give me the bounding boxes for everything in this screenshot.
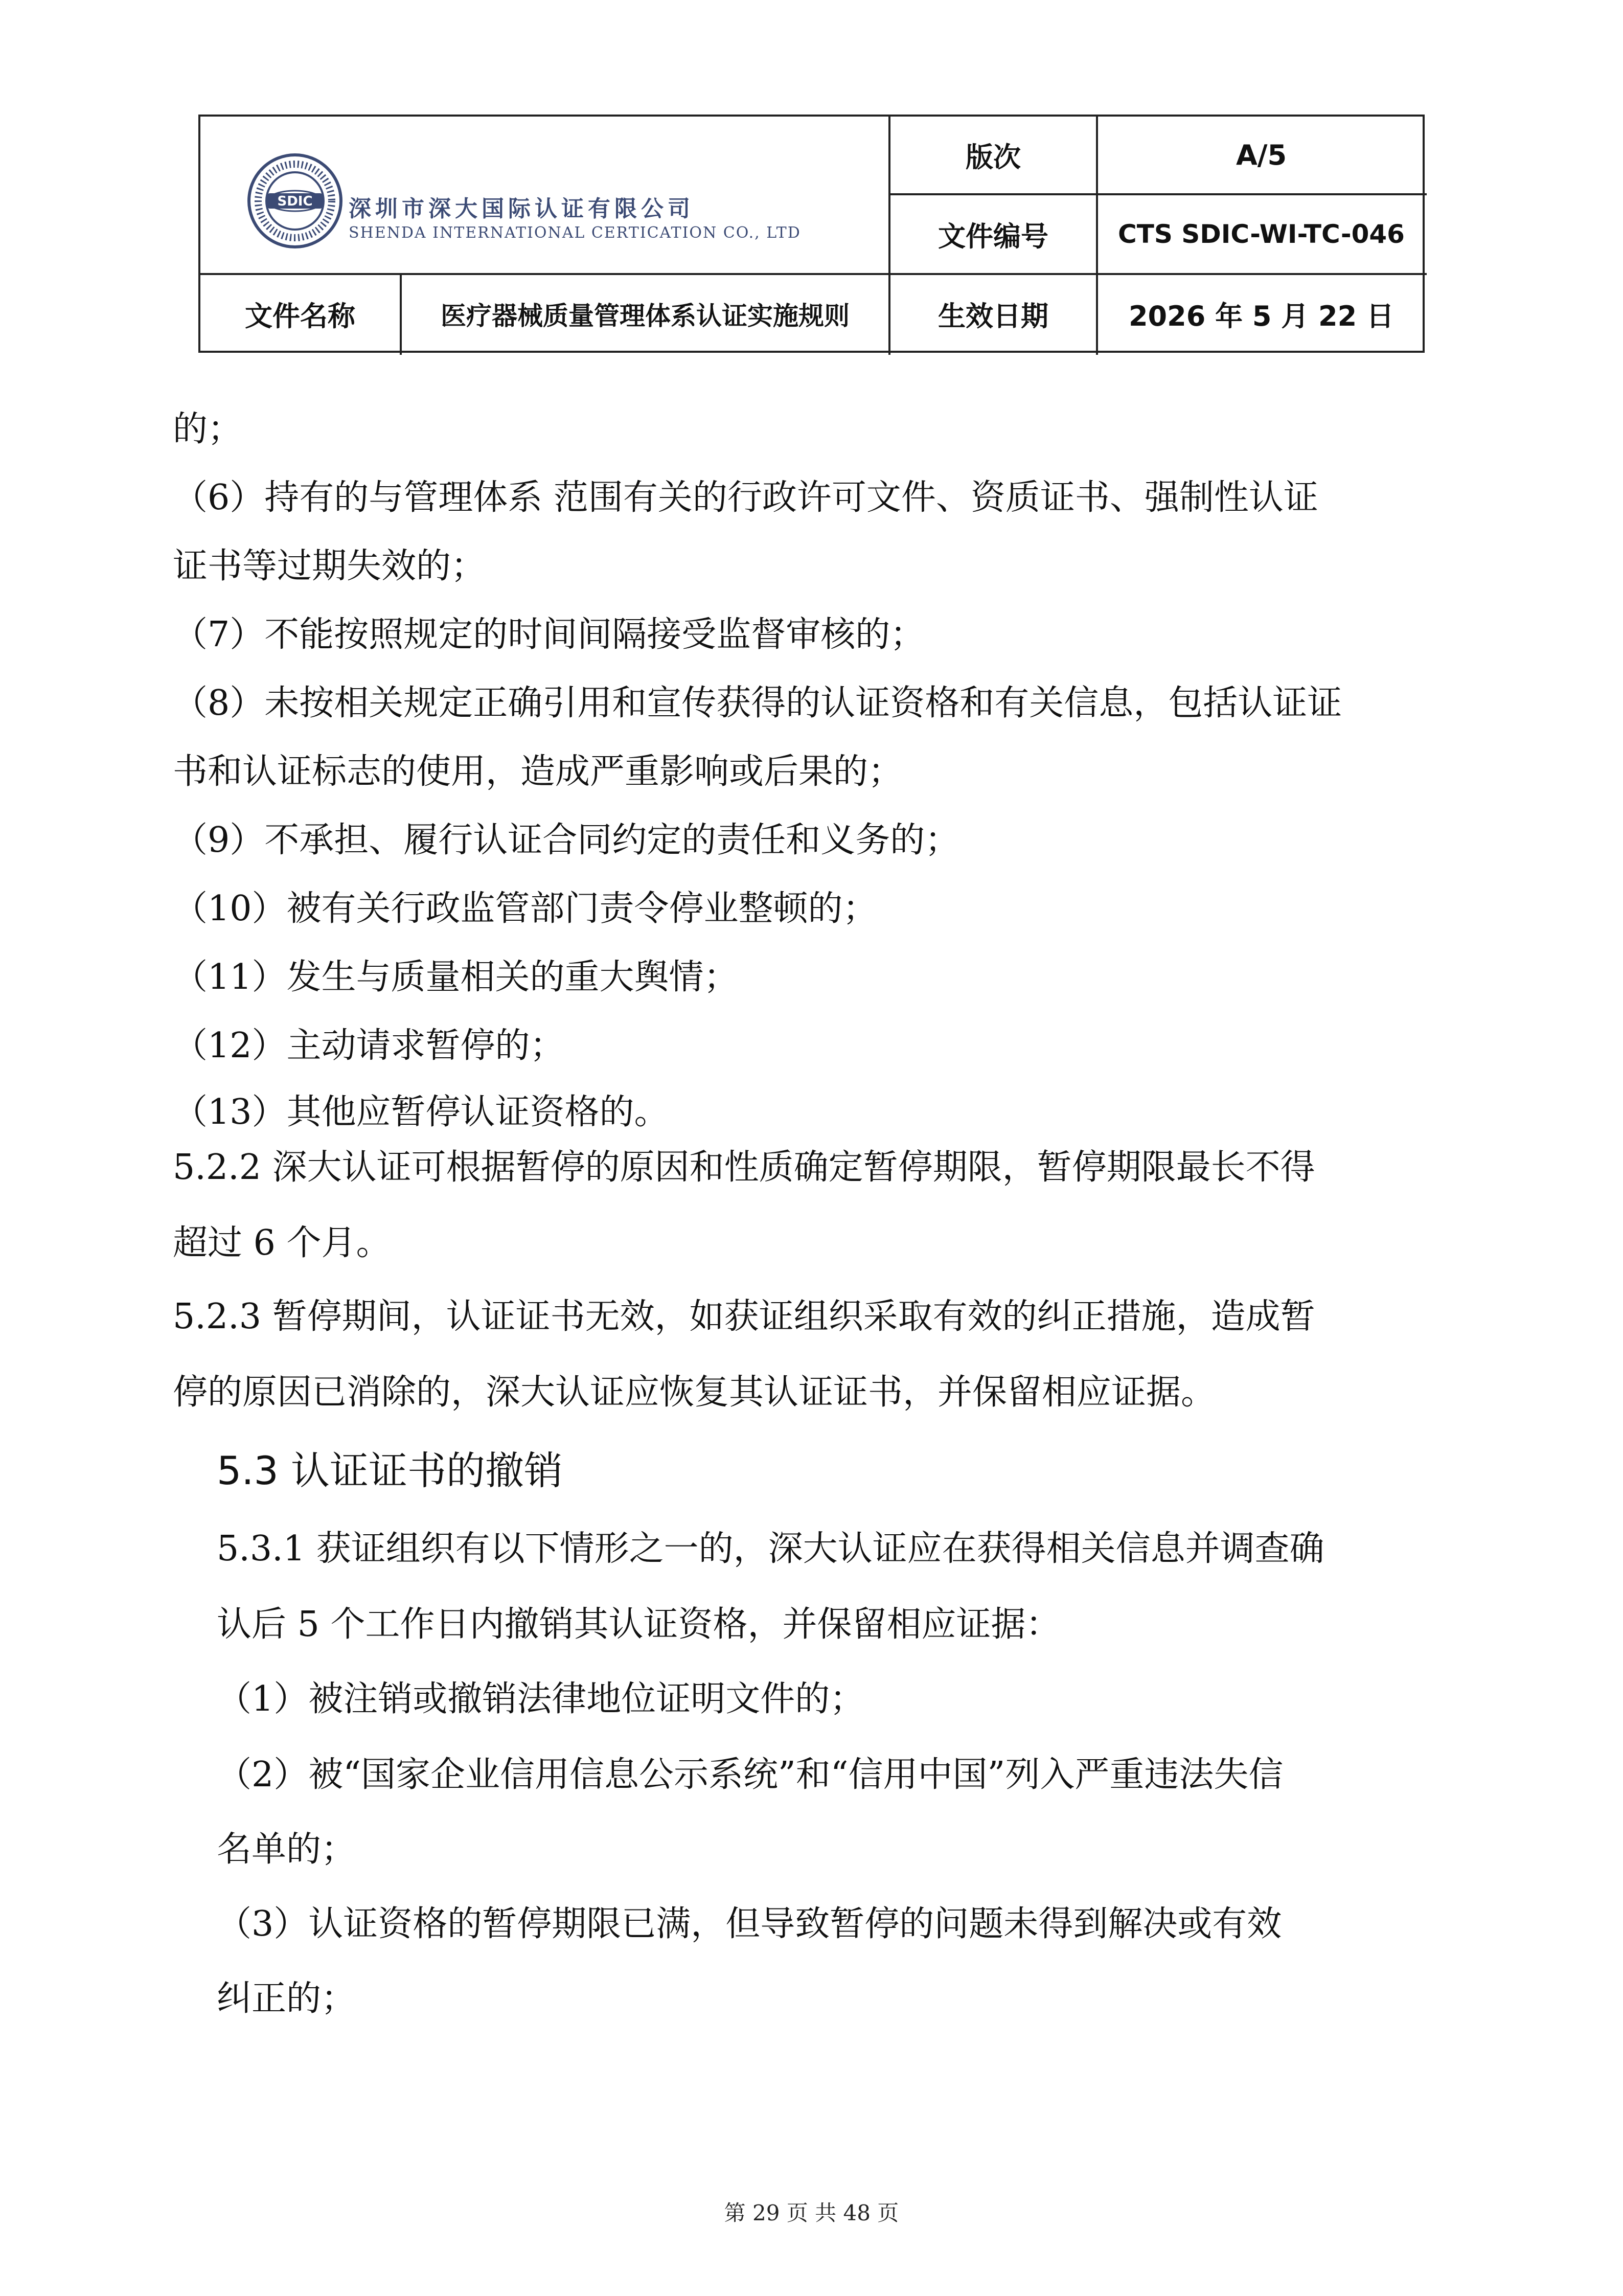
version-value: A/5	[1236, 139, 1287, 171]
text-line: 纠正的；	[217, 1979, 356, 2019]
text-line: 证书等过期失效的；	[173, 546, 486, 586]
doc-name-value: 医疗器械质量管理体系认证实施规则	[441, 301, 850, 331]
effective-date-value: 2026 年 5 月 22 日	[1128, 300, 1394, 332]
text-line: 5.2.3 暂停期间，认证证书无效，如获证组织采取有效的纠正措施，造成暂	[173, 1297, 1315, 1337]
effective-date-label: 生效日期	[938, 300, 1048, 332]
text-line: （8）未按相关规定正确引用和宣传获得的认证资格和有关信息，包括认证证	[173, 683, 1342, 723]
version-label: 版次	[966, 141, 1021, 173]
text-line: 5.2.2 深大认证可根据暂停的原因和性质确定暂停期限，暂停期限最长不得	[173, 1147, 1315, 1188]
document-header-table	[198, 115, 1425, 353]
text-line: 5.3.1 获证组织有以下情形之一的，深大认证应在获得相关信息并调查确	[217, 1529, 1324, 1569]
text-line: （13）其他应暂停认证资格的。	[173, 1092, 669, 1132]
text-line: 的；	[173, 409, 243, 449]
logo-text: SDIC	[277, 194, 313, 209]
text-line: （7）不能按照规定的时间间隔接受监督审核的；	[173, 615, 925, 655]
text-line: （12）主动请求暂停的；	[173, 1026, 565, 1066]
sdic-seal-icon	[246, 152, 344, 249]
text-line: （11）发生与质量相关的重大舆情；	[173, 957, 739, 997]
section-heading: 5.3 认证证书的撤销	[217, 1448, 563, 1493]
company-name-en: SHENDA INTERNATIONAL CERTICATION CO., LTD	[349, 224, 801, 242]
text-line: 认后 5 个工作日内撤销其认证资格，并保留相应证据：	[217, 1604, 1061, 1645]
text-line: （6）持有的与管理体系 范围有关的行政许可文件、资质证书、强制性认证	[173, 478, 1318, 518]
text-line: （9）不承担、履行认证合同约定的责任和义务的；	[173, 820, 960, 860]
text-line: 书和认证标志的使用，造成严重影响或后果的；	[173, 752, 903, 792]
page-number: 第 29 页 共 48 页	[724, 2200, 899, 2225]
text-line: 名单的；	[217, 1829, 356, 1870]
company-logo	[246, 147, 860, 265]
text-line: （10）被有关行政监管部门责令停业整顿的；	[173, 889, 878, 929]
doc-name-label: 文件名称	[245, 300, 355, 332]
text-line: 停的原因已消除的，深大认证应恢复其认证证书，并保留相应证据。	[173, 1372, 1216, 1413]
doc-number-value: CTS SDIC-WI-TC-046	[1118, 219, 1405, 249]
text-line: 超过 6 个月。	[173, 1223, 391, 1263]
text-line: （3）认证资格的暂停期限已满，但导致暂停的问题未得到解决或有效	[217, 1904, 1282, 1944]
company-name-cn: 深圳市深大国际认证有限公司	[349, 196, 694, 222]
doc-number-label: 文件编号	[938, 220, 1048, 253]
text-line: （1）被注销或撤销法律地位证明文件的；	[217, 1679, 865, 1719]
text-line: （2）被“国家企业信用信息公示系统”和“信用中国”列入严重违法失信	[217, 1755, 1284, 1795]
